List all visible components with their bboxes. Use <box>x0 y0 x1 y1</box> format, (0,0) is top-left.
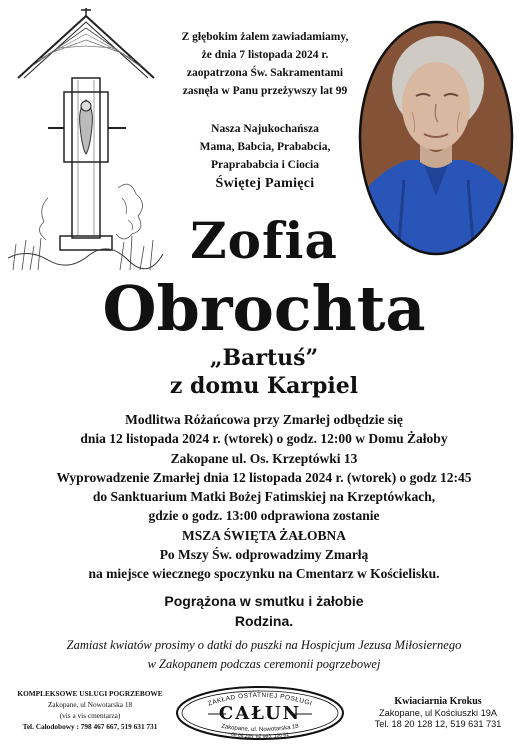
ceremony-line: gdzie o godz. 13:00 odprawiona zostanie <box>148 508 380 524</box>
request-line: w Zakopanem podczas ceremonii pogrzebowej <box>147 657 381 671</box>
intro-line: zaopatrzona Św. Sakramentami <box>186 67 344 79</box>
funeral-home-address: Zakopane, ul Nowotarska 18 <box>47 700 133 709</box>
florist-ad <box>352 696 524 731</box>
ceremony-line: do Sanktuarium Matki Bożej Fatimskiej na Krzeptówkach, <box>92 489 436 505</box>
deceased-nickname: „Bartuś” <box>209 345 319 371</box>
deceased-maiden-name: z domu Karpiel <box>169 373 359 399</box>
ceremony-line: Modlitwa Różańcowa przy Zmarłej odbędzie się <box>125 412 403 427</box>
family-line: Nasza Najukochańsza <box>211 123 319 135</box>
donation-request <box>0 636 528 674</box>
intro-line: że dnia 7 listopada 2024 r. <box>201 49 329 61</box>
funeral-home-title: KOMPLEKSOWE USŁUGI POGRZEBOWE <box>17 689 163 698</box>
florist-name: Kwiaciarnia Krokus <box>394 696 482 707</box>
deceased-first-name: Zofia <box>190 211 338 270</box>
ceremony-details <box>0 410 528 584</box>
ceremony-line: MSZA ŚWIĘTA ŻAŁOBNA <box>181 527 347 543</box>
intro-line: zasnęła w Panu przeżywszy lat 99 <box>182 85 348 97</box>
family-relations <box>170 120 360 174</box>
deceased-last-name: Obrochta <box>102 272 426 345</box>
intro-line: Z głębokim żalem zawiadamiamy, <box>181 31 349 43</box>
funeral-home-ad <box>6 688 174 732</box>
funeral-home-address-note: (vis a vis cmentarza) <box>59 711 121 720</box>
ceremony-line: na miejsce wiecznego spoczynku na Cmentarz w Kościelisku. <box>88 566 440 582</box>
mourners-family: Rodzina. <box>234 613 294 629</box>
ceremony-line: Wyprowadzenie Zmarłej dnia 12 listopada 2024 r. (wtorek) o godz 12:45 <box>56 469 472 485</box>
funeral-home-phone: Tel. Całodobowy : 798 467 667, 519 631 731 <box>22 722 158 731</box>
logo-phones: 66 66 205, 62 983, 120 81 <box>230 731 290 740</box>
in-memory-heading: Świętej Pamięci <box>215 176 315 191</box>
ceremony-line: Po Mszy Św. odprowadzimy Zmarłą <box>159 547 369 563</box>
logo-top-text: ZAKŁAD OSTATNIEJ POSŁUGI <box>207 691 313 708</box>
florist-address: Zakopane, ul Kościuszki 19A <box>379 707 497 718</box>
family-line: Mama, Babcia, Prababcia, <box>199 141 331 153</box>
request-line: Zamiast kwiatów prosimy o datki do puszki na Hospicjum Jezusa Miłosiernego <box>66 638 462 652</box>
logo-name: CAŁUN <box>218 703 302 724</box>
mourners-signature <box>0 591 528 631</box>
mourners-line: Pogrążona w smutku i żałobie <box>164 593 364 609</box>
ceremony-line: dnia 12 listopada 2024 r. (wtorek) o godz. 12:00 w Domu Żałoby <box>80 431 448 447</box>
intro-text <box>160 28 370 100</box>
florist-phone: Tel. 18 20 128 12, 519 631 731 <box>374 719 502 729</box>
logo-address: Zakopane, ul. Nowotarska 18 <box>220 723 300 734</box>
ceremony-line: Zakopane ul. Os. Krzeptówki 13 <box>170 450 358 466</box>
calun-logo <box>174 684 346 742</box>
family-line: Praprababcia i Ciocia <box>211 159 319 171</box>
